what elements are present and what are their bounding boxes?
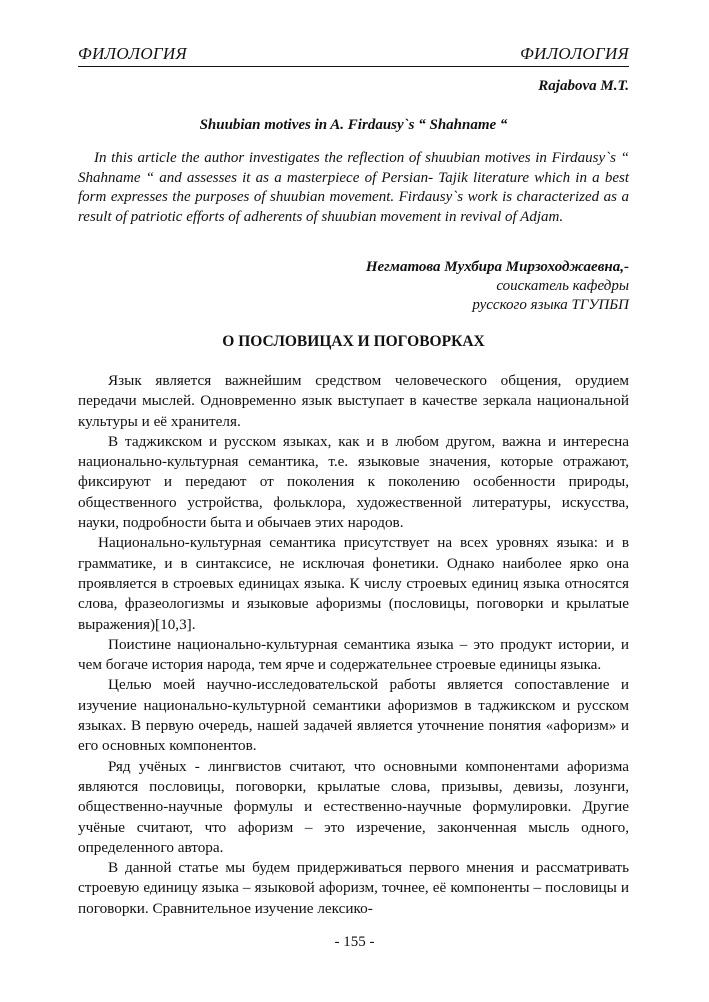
- paragraph: В таджикском и русском языках, как и в любом другом, важна и интересна национально-культурная семантика, т.е. языковые значения, которые отражают, фиксируют и передают от поколения к поколению особенности природы, общественного устройства, фольклора, художественной литературы, искусства, науки, подробности быта и обычаев этих народов.: [78, 432, 629, 532]
- author-position-line2: русского языка ТГУПБП: [472, 297, 629, 313]
- paragraph: Язык является важнейшим средством человеческого общения, орудием передачи мыслей. Одновременно язык выступает в качестве зеркала национальной культуры и её хранителя.: [78, 372, 629, 430]
- header-right: ФИЛОЛОГИЯ: [520, 44, 629, 63]
- author-position-line1: соискатель кафедры: [496, 278, 629, 294]
- paragraph: Поистине национально-культурная семантика языка – это продукт истории, и чем богаче история народа, тем ярче и содержательнее строевые единицы языка.: [78, 635, 629, 674]
- paragraph: В данной статье мы будем придерживаться первого мнения и рассматривать строевую единицу языка – языковой афоризм, точнее, её компоненты – пословицы и поговорки. Сравнительное изучение лексико-: [78, 859, 629, 917]
- paragraph: Целью моей научно-исследовательской работы является сопоставление и изучение национально-культурной семантики афоризмов в таджикском и русском языках. В первую очередь, нашей задачей является уточнение понятия «афоризм» и его основных компонентов.: [78, 676, 629, 755]
- previous-article-author: Rajabova M.T.: [538, 78, 629, 94]
- article-title: О ПОСЛОВИЦАХ И ПОГОВОРКАХ: [222, 333, 485, 350]
- paragraph: Ряд учёных - лингвистов считают, что основными компонентами афоризма являются пословицы, поговорки, крылатые слова, призывы, девизы, лозунги, общественно-научные формулы и естественно-научные формулировки. Другие учёные считают, что афоризм – это изречение, законченная мысль одного, определенного автора.: [78, 757, 629, 856]
- previous-article-abstract: In this article the author investigates the reflection of shuubian motives in Firdausy`s “ Shahname “ and assesses it as a masterpiece of Persian- Tajik literature which in a best form expresses the purposes of shuubian movement. Firdausy`s work is characterized as a result of patriotic efforts of adherents of shuubian movement in revival of Adjam.: [78, 150, 629, 225]
- author-name: Негматова Мухбира Мирзоходжаевна,-: [365, 259, 629, 275]
- header-left: ФИЛОЛОГИЯ: [78, 44, 187, 63]
- page-number: - 155 -: [334, 934, 375, 950]
- running-header: [78, 42, 629, 67]
- article-body: [78, 371, 629, 919]
- previous-article-title: Shuubian motives in A. Firdausy`s “ Shahname “: [199, 117, 508, 133]
- paragraph: Национально-культурная семантика присутствует на всех уровнях языка: и в грамматике, и в синтаксисе, не исключая фонетики. Однако наиболее ярко она проявляется в строевых единицах языка. К числу строевых единиц языка относятся слова, фразеологизмы и языковые афоризмы (пословицы, поговорки и крылатые выражения)[10,3].: [78, 534, 629, 633]
